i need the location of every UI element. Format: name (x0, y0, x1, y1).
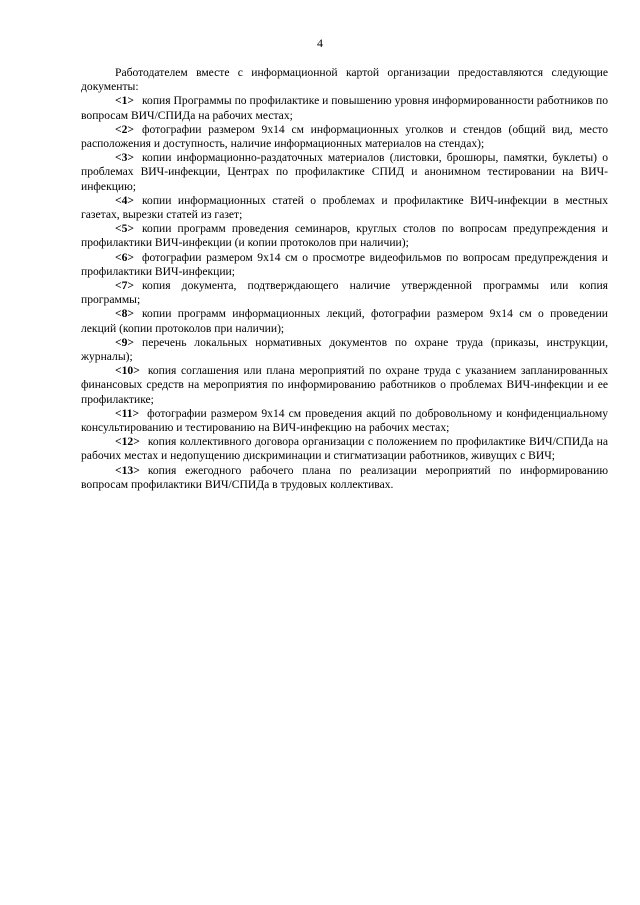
list-item-text: копия документа, подтверждающего наличие утвержденной программы или копия программы; (81, 279, 608, 307)
list-item-number: <5> (115, 222, 135, 236)
list-item-number: <10> (115, 364, 140, 378)
list-item-number: <4> (115, 193, 135, 207)
list-item-number: <11> (115, 406, 140, 420)
list-item-text: копия ежегодного рабочего плана по реализации мероприятий по информированию вопросам профилактики ВИЧ/СПИДа в трудовых коллективах. (81, 463, 608, 491)
document-list (81, 94, 608, 492)
list-item (81, 194, 608, 222)
list-item-number: <7> (115, 279, 135, 293)
list-item-number: <2> (115, 122, 135, 136)
list-item (81, 151, 608, 194)
document-body (81, 66, 608, 492)
list-item-text: фотографии размером 9х14 см проведения акций по добровольному и конфиденциальному консультированию и тестированию на ВИЧ-инфекцию на рабочих местах; (81, 406, 608, 435)
list-item (81, 307, 608, 335)
list-item (81, 94, 608, 122)
list-item-number: <6> (115, 250, 135, 264)
list-item (81, 435, 608, 463)
list-item (81, 336, 608, 364)
list-item-text: копии информационных статей о проблемах и профилактике ВИЧ-инфекции в местных газетах, вырезки статей из газет; (81, 193, 608, 222)
list-item (81, 222, 608, 250)
list-item-text: копии информационно-раздаточных материалов (листовки, брошюры, памятки, буклеты) о проблемах ВИЧ-инфекции, Центрах по профилактике СПИД и анонимном тестировании на ВИЧ-инфекцию; (81, 151, 608, 193)
list-item-text: копии программ проведения семинаров, круглых столов по вопросам предупреждения и профилактики ВИЧ-инфекции (и копии протоколов при наличии); (81, 222, 608, 250)
list-item-number: <13> (115, 463, 140, 477)
list-item-number: <12> (115, 435, 140, 449)
list-item-number: <1> (115, 94, 135, 108)
list-item (81, 464, 608, 492)
list-item-text: копии программ информационных лекций, фотографии размером 9х14 см о проведении лекций (копии протоколов при наличии); (81, 307, 608, 335)
list-item (81, 251, 608, 279)
list-item-text: фотографии размером 9х14 см о просмотре видеофильмов по вопросам предупреждения и профилактики ВИЧ-инфекции; (81, 250, 608, 278)
list-item-number: <3> (115, 151, 135, 165)
page-number: 4 (317, 36, 323, 50)
list-item-number: <8> (115, 307, 135, 321)
list-item-number: <9> (115, 335, 135, 349)
list-item (81, 364, 608, 407)
list-item (81, 279, 608, 307)
intro-paragraph: Работодателем вместе с информационной картой организации предоставляются следующие документы: (81, 66, 608, 94)
list-item-text: копия соглашения или плана мероприятий по охране труда с указанием запланированных финансовых средств на мероприятия по информированию работников о проблемах ВИЧ-инфекции и ее профилактике; (81, 364, 608, 406)
list-item-text: фотографии размером 9х14 см информационных уголков и стендов (общий вид, место расположения и доступность, наличие информационных материалов на стендах); (81, 122, 608, 151)
list-item (81, 123, 608, 151)
list-item-text: копия Программы по профилактике и повышению уровня информированности работников по вопросам ВИЧ/СПИДа на рабочих местах; (81, 94, 608, 122)
list-item-text: перечень локальных нормативных документов по охране труда (приказы, инструкции, журналы); (81, 335, 608, 364)
list-item (81, 407, 608, 435)
list-item-text: копия коллективного договора организации с положением по профилактике ВИЧ/СПИДа на рабочих местах и недопущению дискриминации и стигматизации работников, живущих с ВИЧ; (81, 435, 608, 463)
